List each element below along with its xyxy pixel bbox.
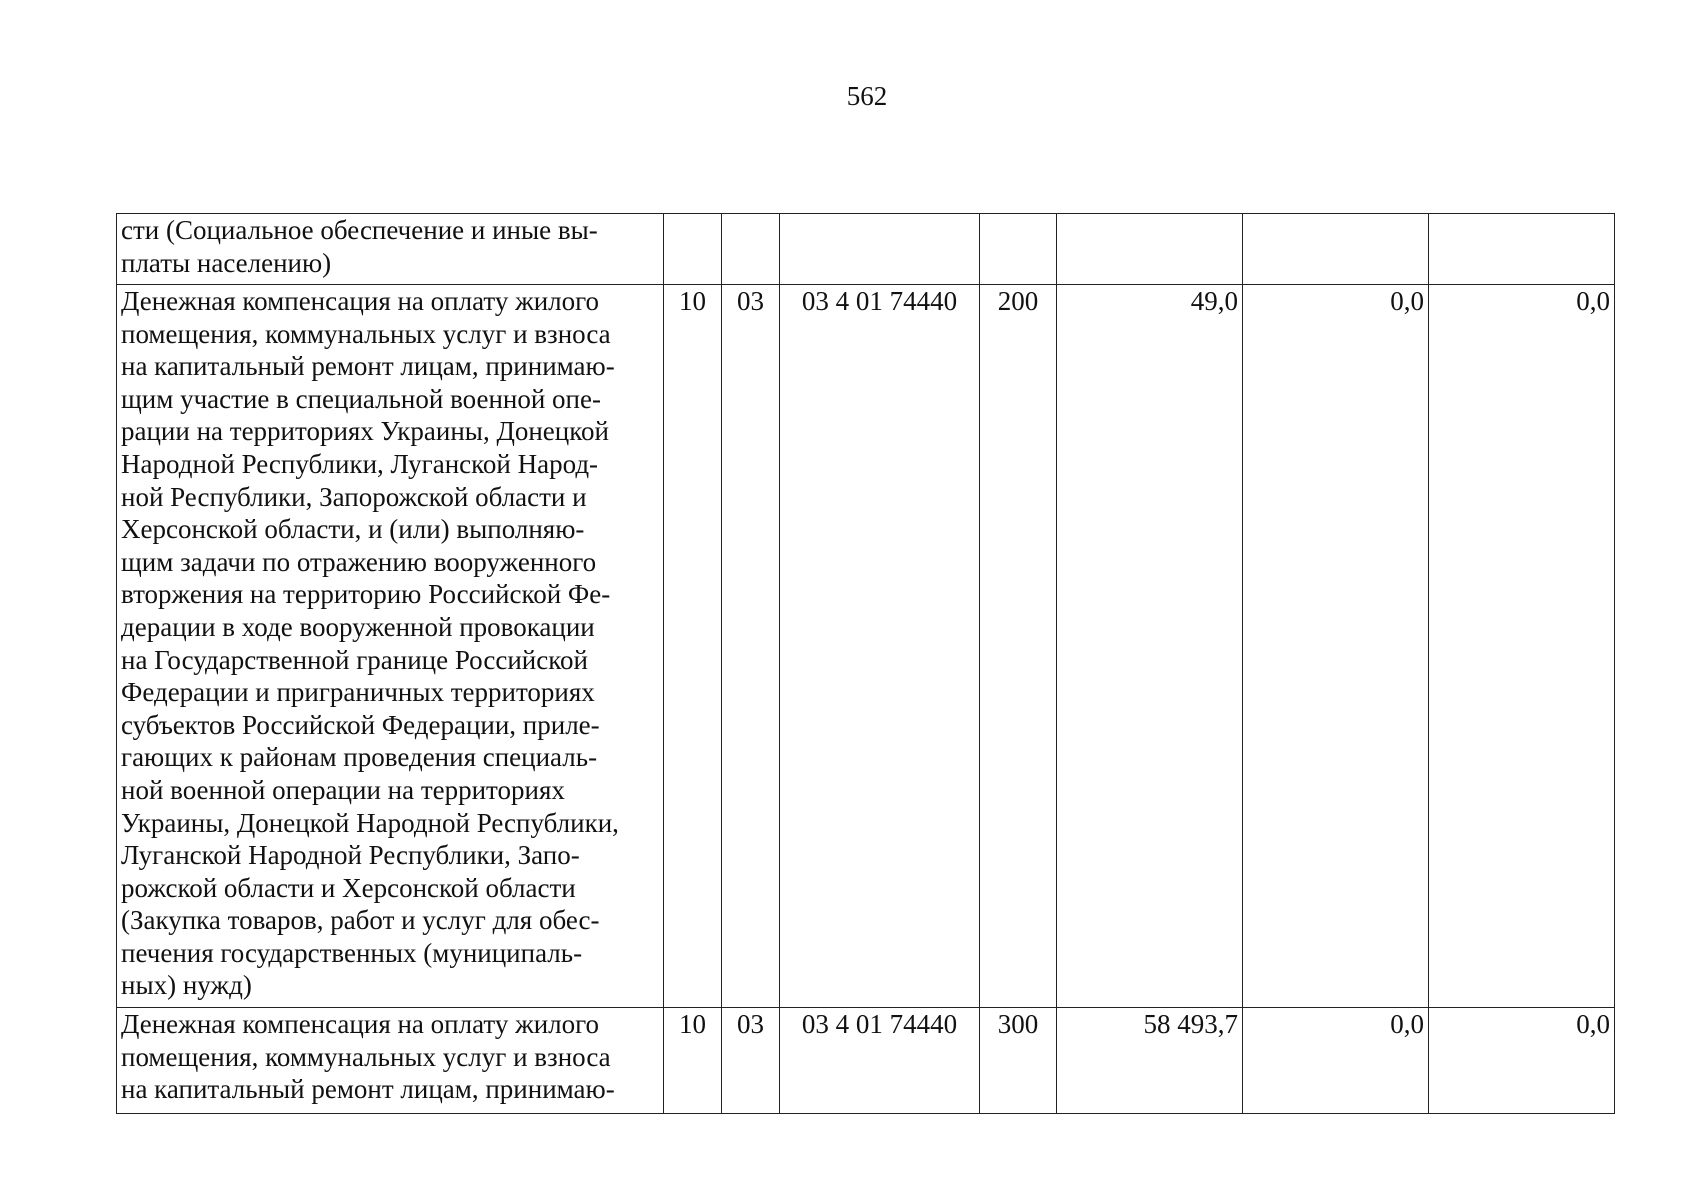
description-line: Федерации и приграничных территориях [121, 677, 595, 708]
subsection-cell: 03 [722, 285, 780, 1008]
description-line: Херсонской области, и (или) выполняю- [121, 514, 585, 545]
expense-type-cell: 200 [980, 285, 1057, 1008]
description-line: на капитальный ремонт лицам, принимаю- [121, 351, 615, 382]
description-line: рожской области и Херсонской области [121, 872, 576, 903]
table-row [117, 285, 1615, 1008]
description-line: помещения, коммунальных услуг и взноса [121, 1041, 611, 1072]
description-cell [117, 1008, 664, 1114]
budget-table [116, 213, 1615, 1114]
page-number: 562 [846, 81, 888, 111]
description-line: Денежная компенсация на оплату жилого [121, 1009, 600, 1039]
description-line: ной Республики, Запорожской области и [121, 481, 587, 512]
section-cell: 10 [664, 1008, 722, 1114]
expense-type-cell: 300 [980, 1008, 1057, 1114]
amount-1-cell: 58 493,7 [1057, 1008, 1243, 1114]
amount-3-cell [1429, 214, 1615, 285]
description-line: субъектов Российской Федерации, приле- [121, 709, 600, 740]
description-cell [117, 214, 664, 285]
description-line: на капитальный ремонт лицам, принимаю- [121, 1074, 615, 1105]
description-line: на Государственной границе Российской [121, 644, 588, 675]
table-row [117, 1008, 1615, 1114]
amount-3-cell: 0,0 [1429, 285, 1615, 1008]
description-line: ной военной операции на территориях [121, 774, 565, 805]
target-article-cell: 03 4 01 74440 [780, 1008, 980, 1114]
description-line: вторжения на территорию Российской Фе- [121, 579, 611, 610]
description-line: Луганской Народной Республики, Запо- [121, 840, 580, 871]
table-row [117, 214, 1615, 285]
target-article-cell: 03 4 01 74440 [780, 285, 980, 1008]
subsection-cell [722, 214, 780, 285]
section-cell [664, 214, 722, 285]
amount-1-cell: 49,0 [1057, 285, 1243, 1008]
description-cell [117, 285, 664, 1008]
table-body [117, 214, 1615, 1114]
description-line: Народной Республики, Луганской Народ- [121, 448, 599, 479]
description-line: помещения, коммунальных услуг и взноса [121, 318, 611, 349]
target-article-cell [780, 214, 980, 285]
description-line: дерации в ходе вооруженной провокации [121, 611, 595, 642]
description-line: Денежная компенсация на оплату жилого [121, 286, 600, 316]
description-line: Украины, Донецкой Народной Республики, [121, 807, 619, 838]
amount-2-cell [1243, 214, 1429, 285]
description-line: печения государственных (муниципаль- [121, 937, 583, 968]
amount-2-cell: 0,0 [1243, 285, 1429, 1008]
amount-3-cell: 0,0 [1429, 1008, 1615, 1114]
expense-type-cell [980, 214, 1057, 285]
description-line: ных) нужд) [121, 970, 252, 1001]
amount-1-cell [1057, 214, 1243, 285]
description-line: щим задачи по отражению вооруженного [121, 546, 597, 577]
section-cell: 10 [664, 285, 722, 1008]
description-line: платы населению) [121, 247, 332, 278]
description-line: сти (Социальное обеспечение и иные вы- [121, 215, 598, 245]
subsection-cell: 03 [722, 1008, 780, 1114]
description-line: щим участие в специальной военной опе- [121, 383, 601, 414]
amount-2-cell: 0,0 [1243, 1008, 1429, 1114]
description-line: (Закупка товаров, работ и услуг для обес- [121, 905, 600, 936]
description-line: рации на территориях Украины, Донецкой [121, 416, 609, 447]
description-line: гающих к районам проведения специаль- [121, 742, 598, 773]
